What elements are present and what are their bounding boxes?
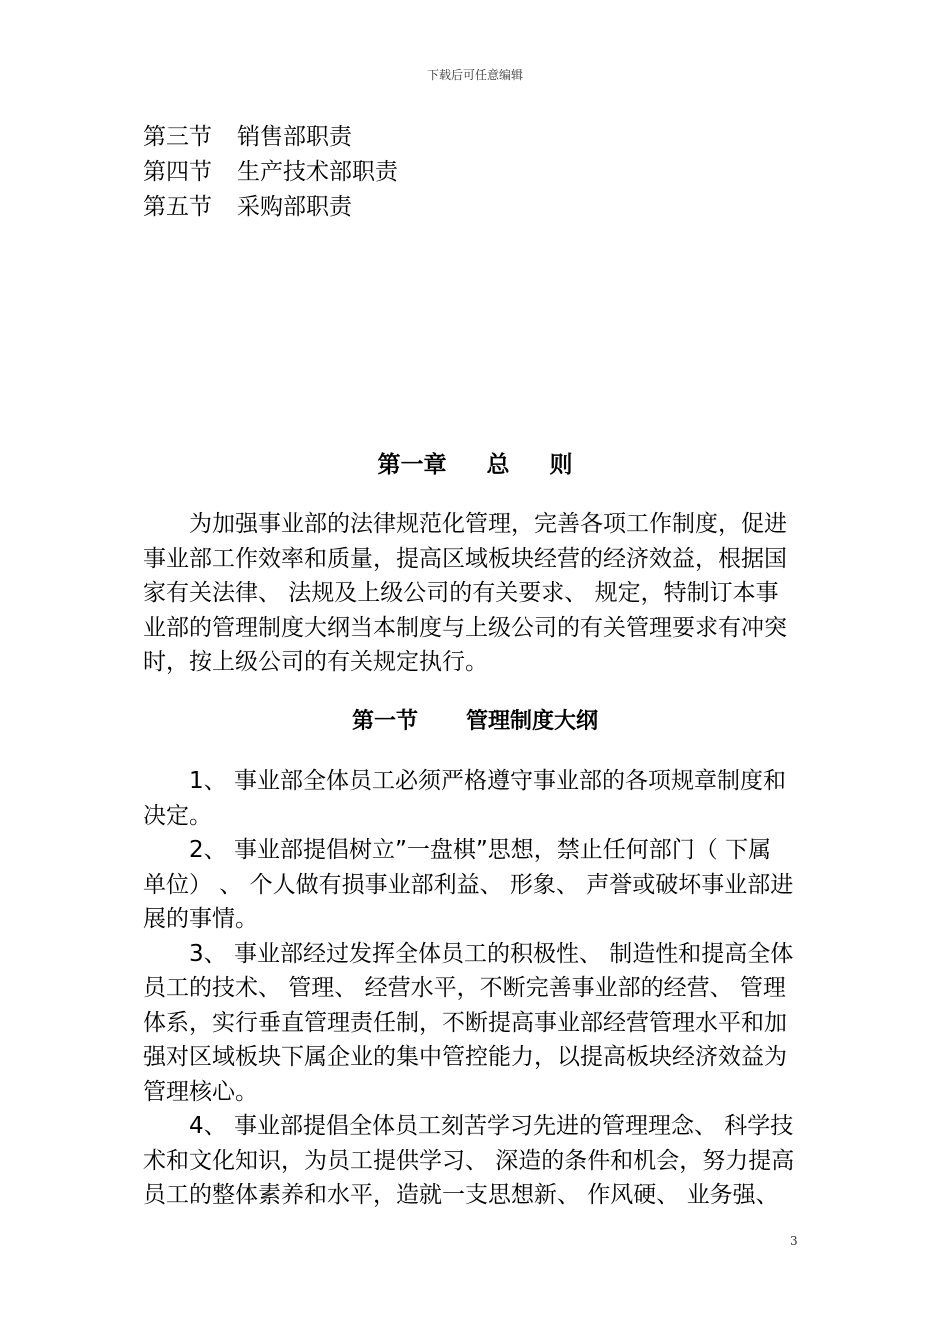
list-item-line: 管理核心。: [143, 1078, 258, 1105]
chapter-heading: [0, 448, 950, 482]
list-item-line: 单位） 、 个人做有损事业部利益、 形象、 声誉或破坏事业部进: [143, 871, 794, 898]
paragraph-line: 时，按上级公司的有关规定执行。: [143, 649, 488, 675]
chapter-title-part: 则: [549, 452, 573, 478]
list-item-line: 体系，实行垂直管理责任制，不断提高事业部经营管理水平和加: [143, 1009, 787, 1036]
toc-item-number: 第四节: [143, 159, 212, 185]
toc-item-title: 生产技术部职责: [237, 159, 398, 185]
chapter-title-part: 总: [486, 452, 510, 478]
section-number: 第一节: [351, 709, 418, 734]
toc-item-title: 销售部职责: [237, 124, 352, 150]
rules-list: [143, 764, 807, 1213]
paragraph-line: 家有关法律、 法规及上级公司的有关要求、 规定，特制订本事: [143, 580, 779, 606]
list-item-line: 员工的整体素养和水平，造就一支思想新、 作风硬、 业务强、: [143, 1182, 779, 1208]
page-number: 3: [790, 1234, 798, 1248]
toc-item-title: 采购部职责: [237, 194, 352, 220]
toc-item: [143, 190, 398, 225]
paragraph-line: 业部的管理制度大纲当本制度与上级公司的有关管理要求有冲突: [143, 614, 787, 641]
chapter-number: 第一章: [377, 452, 447, 478]
toc-item: [143, 120, 398, 155]
list-item-line: 决定。: [143, 802, 212, 829]
list-item-line: 展的事情。: [143, 906, 258, 932]
page-header-note: 下载后可任意编辑: [426, 68, 523, 82]
list-item-line: 3、 事业部经过发挥全体员工的积极性、 制造性和提高全体: [143, 940, 794, 967]
table-of-contents: [143, 120, 398, 225]
section-heading: [0, 705, 950, 739]
list-item-line: 1、 事业部全体员工必须严格遵守事业部的各项规章制度和: [143, 768, 786, 794]
toc-item-number: 第三节: [143, 124, 212, 150]
paragraph-line: 事业部工作效率和质量，提高区域板块经营的经济效益，根据国: [143, 545, 787, 572]
list-item-line: 强对区域板块下属企业的集中管控能力，以提高板块经济效益为: [143, 1044, 787, 1070]
section-title: 管理制度大纲: [466, 709, 599, 734]
intro-paragraph: [143, 507, 807, 680]
list-item-line: 术和文化知识，为员工提供学习、 深造的条件和机会，努力提高: [143, 1147, 795, 1174]
paragraph-line: 为加强事业部的法律规范化管理，完善各项工作制度，促进: [143, 511, 787, 537]
list-item-line: 员工的技术、 管理、 经营水平，不断完善事业部的经营、 管理: [143, 975, 786, 1001]
toc-item: [143, 155, 398, 190]
list-item-line: 4、 事业部提倡全体员工刻苦学习先进的管理理念、 科学技: [143, 1113, 794, 1139]
list-item-line: 2、 事业部提倡树立”一盘棋”思想，禁止任何部门（ 下属: [143, 837, 772, 863]
toc-item-number: 第五节: [143, 194, 212, 220]
